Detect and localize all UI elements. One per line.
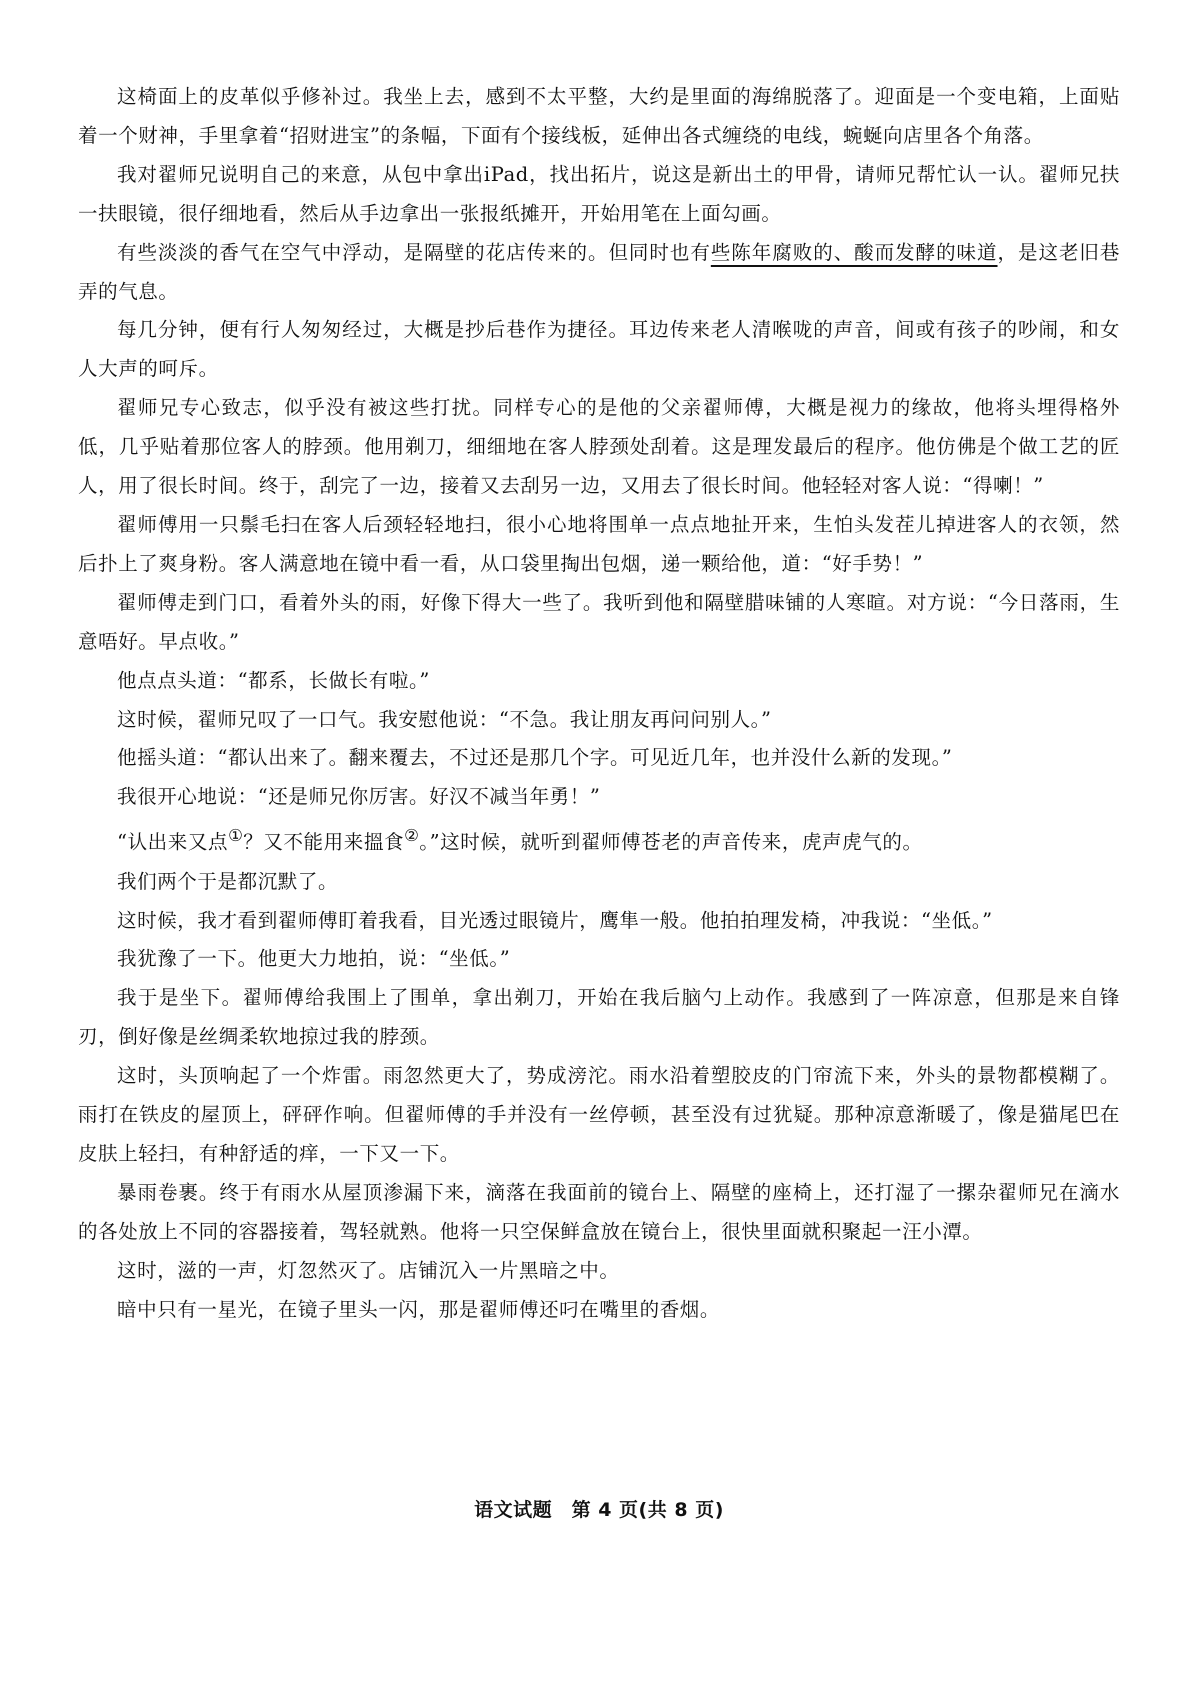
footnote-marker-2: ② xyxy=(404,826,420,846)
paragraph-11: 我很开心地说：“还是师兄你厉害。好汉不减当年勇！” xyxy=(117,785,601,809)
paragraph-6: 翟师傅用一只鬃毛扫在客人后颈轻轻地扫，很小心地将围单一点点地扯开来，生怕头发茬儿掉进客人的衣领，然后扑上了爽身粉。客人满意地在镜中看一看，从口袋里掏出包烟，递一颗给他，道：“好手势！” xyxy=(78,512,1120,575)
page-footer: 语文试题 第 4 页(共 8 页) xyxy=(474,1499,724,1521)
paragraph-12-lead: “认出来又点 xyxy=(117,830,229,854)
paragraph-4: 每几分钟，便有行人匆匆经过，大概是抄后巷作为捷径。耳边传来老人清喉咙的声音，间或有孩子的吵闹，和女人大声的呵斥。 xyxy=(78,318,1120,381)
footnote-marker-1: ① xyxy=(228,826,244,846)
exam-page xyxy=(78,78,1120,1658)
paragraph-3-lead: 有些淡淡的香气在空气中浮动，是隔壁的花店传来的。但同时也有 xyxy=(117,240,711,264)
paragraph-9: 这时候，翟师兄叹了一口气。我安慰他说：“不急。我让朋友再问问别人。” xyxy=(117,707,772,731)
paragraph-19: 这时，滋的一声，灯忽然灭了。店铺沉入一片黑暗之中。 xyxy=(117,1258,620,1282)
paragraph-1: 这椅面上的皮革似乎修补过。我坐上去，感到不太平整，大约是里面的海绵脱落了。迎面是一个变电箱，上面贴着一个财神，手里拿着“招财进宝”的条幅，下面有个接线板，延伸出各式缠绕的电线，蜿蜒向店里各个角落。 xyxy=(78,85,1120,147)
paragraph-17: 这时，头顶响起了一个炸雷。雨忽然更大了，势成滂沱。雨水沿着塑胶皮的门帘流下来，外头的景物都模糊了。雨打在铁皮的屋顶上，砰砰作响。但翟师傅的手并没有一丝停顿，甚至没有过犹疑。那种凉意渐暖了，像是猫尾巴在皮肤上轻扫，有种舒适的痒，一下又一下。 xyxy=(78,1064,1120,1165)
paragraph-13: 我们两个于是都沉默了。 xyxy=(117,869,339,893)
paragraph-3-tail: ，是这老旧巷弄的气息。 xyxy=(78,240,1120,303)
paragraph-15: 我犹豫了一下。他更大力地拍，说：“坐低。” xyxy=(117,947,511,971)
paragraph-7: 翟师傅走到门口，看着外头的雨，好像下得大一些了。我听到他和隔壁腊味铺的人寒暄。对方说：“今日落雨，生意唔好。早点收。” xyxy=(78,590,1120,653)
paragraph-8: 他点点头道：“都系，长做长有啦。” xyxy=(117,668,430,692)
paragraph-12 xyxy=(78,817,1120,862)
paragraph-14: 这时候，我才看到翟师傅盯着我看，目光透过眼镜片，鹰隼一般。他拍拍理发椅，冲我说：“坐低。” xyxy=(117,908,993,932)
underlined-phrase: 些陈年腐败的、酸而发酵的味道 xyxy=(710,240,998,264)
paragraph-3 xyxy=(78,234,1120,312)
paragraph-2: 我对翟师兄说明自己的来意，从包中拿出iPad，找出拓片，说这是新出土的甲骨，请师兄帮忙认一认。翟师兄扶一扶眼镜，很仔细地看，然后从手边拿出一张报纸摊开，开始用笔在上面勾画。 xyxy=(78,162,1120,225)
paragraph-16: 我于是坐下。翟师傅给我围上了围单，拿出剃刀，开始在我后脑勺上动作。我感到了一阵凉意，但那是来自锋刃，倒好像是丝绸柔软地掠过我的脖颈。 xyxy=(78,986,1120,1049)
article-body xyxy=(78,78,1120,1330)
paragraph-12-tail: 。”这时候，就听到翟师傅苍老的声音传来，虎声虎气的。 xyxy=(419,830,923,854)
paragraph-18: 暴雨卷裹。终于有雨水从屋顶渗漏下来，滴落在我面前的镜台上、隔壁的座椅上，还打湿了一摞杂翟师兄在滴水的各处放上不同的容器接着，驾轻就熟。他将一只空保鲜盒放在镜台上，很快里面就积聚起一汪小潭。 xyxy=(78,1180,1120,1243)
paragraph-20: 暗中只有一星光，在镜子里头一闪，那是翟师傅还叼在嘴里的香烟。 xyxy=(117,1297,721,1321)
paragraph-10: 他摇头道：“都认出来了。翻来覆去，不过还是那几个字。可见近几年，也并没什么新的发现。” xyxy=(117,746,953,770)
paragraph-5: 翟师兄专心致志，似乎没有被这些打扰。同样专心的是他的父亲翟师傅，大概是视力的缘故，他将头埋得格外低，几乎贴着那位客人的脖颈。他用剃刀，细细地在客人脖颈处刮着。这是理发最后的程序。他仿佛是个做工艺的匠人，用了很长时间。终于，刮完了一边，接着又去刮另一边，又用去了很长时间。他轻轻对客人说：“得喇！” xyxy=(78,396,1120,498)
paragraph-12-middle: ？又不能用来搵食 xyxy=(243,830,405,854)
